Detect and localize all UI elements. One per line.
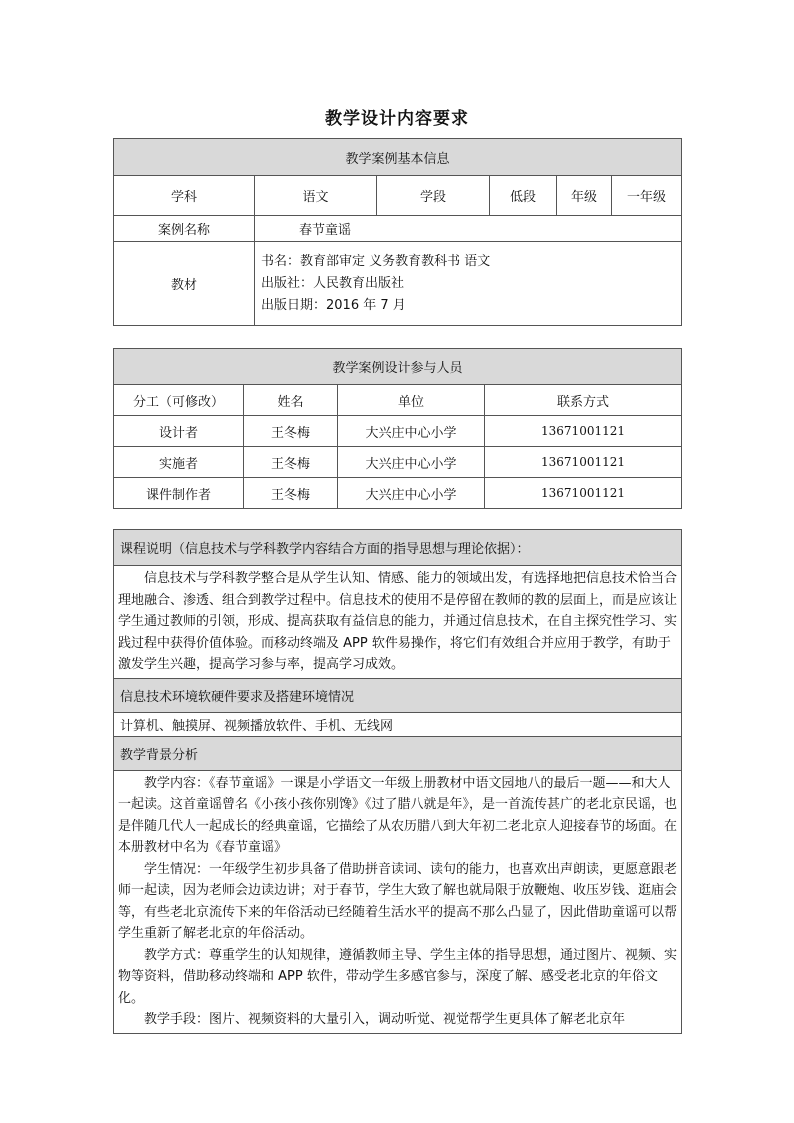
column-header: 联系方式 bbox=[485, 385, 682, 416]
background-paragraph: 教学方式：尊重学生的认知规律，遵循教师主导、学生主体的指导思想，通过图片、视频、实物等资料，借助移动终端和 APP 软件，带动学生多感官参与，深度了解、感受老北京的年俗文化。 bbox=[118, 947, 678, 1006]
background-body bbox=[114, 770, 682, 1033]
column-header: 姓名 bbox=[244, 385, 338, 416]
basic-info-header: 教学案例基本信息 bbox=[114, 139, 682, 176]
background-paragraph: 教学手段：图片、视频资料的大量引入，调动听觉、视觉帮学生更具体了解老北京年 bbox=[144, 1012, 626, 1027]
grade-value: 一年级 bbox=[612, 176, 682, 216]
table-row bbox=[114, 416, 682, 447]
subject-value: 语文 bbox=[255, 176, 377, 216]
page-title: 教学设计内容要求 bbox=[325, 109, 469, 129]
stage-value: 低段 bbox=[490, 176, 557, 216]
role-cell: 课件制作者 bbox=[114, 478, 244, 509]
background-paragraph: 学生情况：一年级学生初步具备了借助拼音读词、读句的能力，也喜欢出声朗读，更愿意跟老师一起读，因为老师会边读边讲；对于春节，学生大致了解也就局限于放鞭炮、收压岁钱、逛庙会等，有些老北京流传下来的年俗活动已经随着生活水平的提高不那么凸显了，因此借助童谣可以帮学生重新了解老北京的年俗活动。 bbox=[118, 861, 678, 941]
phone-cell: 13671001121 bbox=[485, 478, 682, 509]
textbook-label: 教材 bbox=[114, 242, 255, 326]
role-cell: 实施者 bbox=[114, 447, 244, 478]
course-desc-body bbox=[114, 566, 682, 679]
column-header: 单位 bbox=[338, 385, 485, 416]
participants-table bbox=[113, 348, 682, 509]
stage-label: 学段 bbox=[377, 176, 490, 216]
table-row bbox=[114, 478, 682, 509]
unit-cell: 大兴庄中心小学 bbox=[338, 416, 485, 447]
name-cell: 王冬梅 bbox=[244, 447, 338, 478]
subject-label: 学科 bbox=[114, 176, 255, 216]
name-cell: 王冬梅 bbox=[244, 416, 338, 447]
name-cell: 王冬梅 bbox=[244, 478, 338, 509]
env-header: 信息技术环境软硬件要求及搭建环境情况 bbox=[114, 678, 682, 712]
course-table bbox=[113, 529, 682, 1034]
participants-header: 教学案例设计参与人员 bbox=[114, 349, 682, 385]
basic-info-table bbox=[113, 138, 682, 326]
course-desc-header: 课程说明（信息技术与学科教学内容结合方面的指导思想与理论依据）： bbox=[114, 530, 682, 566]
textbook-info bbox=[255, 242, 682, 326]
textbook-line: 出版日期：2016 年 7 月 bbox=[261, 297, 406, 313]
unit-cell: 大兴庄中心小学 bbox=[338, 447, 485, 478]
unit-cell: 大兴庄中心小学 bbox=[338, 478, 485, 509]
table-row bbox=[114, 447, 682, 478]
background-header: 教学背景分析 bbox=[114, 736, 682, 770]
phone-cell: 13671001121 bbox=[485, 447, 682, 478]
phone-cell: 13671001121 bbox=[485, 416, 682, 447]
course-desc-text: 信息技术与学科教学整合是从学生认知、情感、能力的领域出发，有选择地把信息技术恰当合理地融合、渗透、组合到教学过程中。信息技术的使用不是停留在教师的教的层面上，而是应该让学生通过教师的引领，形成、提高获取有益信息的能力，并通过信息技术，在自主探究性学习、实践过程中获得价值体验。而移动终端及 APP 软件易操作，将它们有效组合并应用于教学，有助于激发学生兴趣，提高学习参与率，提高学习成效。 bbox=[118, 571, 678, 672]
grade-label: 年级 bbox=[557, 176, 612, 216]
column-header: 分工（可修改） bbox=[114, 385, 244, 416]
textbook-line: 书名：教育部审定 义务教育教科书 语文 bbox=[261, 253, 491, 269]
case-name-value: 春节童谣 bbox=[255, 216, 682, 242]
textbook-line: 出版社：人民教育出版社 bbox=[261, 275, 405, 291]
env-text: 计算机、触摸屏、视频播放软件、手机、无线网 bbox=[114, 712, 682, 736]
background-paragraph: 教学内容：《春节童谣》一课是小学语文一年级上册教材中语文园地八的最后一题——和大人一起读。这首童谣曾名《小孩小孩你别馋》《过了腊八就是年》，是一首流传甚广的老北京民谣，也是伴随几代人一起成长的经典童谣，它描绘了从农历腊八到大年初二老北京人迎接春节的场面。在本册教材中名为《春节童谣》 bbox=[118, 775, 678, 855]
role-cell: 设计者 bbox=[114, 416, 244, 447]
case-name-label: 案例名称 bbox=[114, 216, 255, 242]
